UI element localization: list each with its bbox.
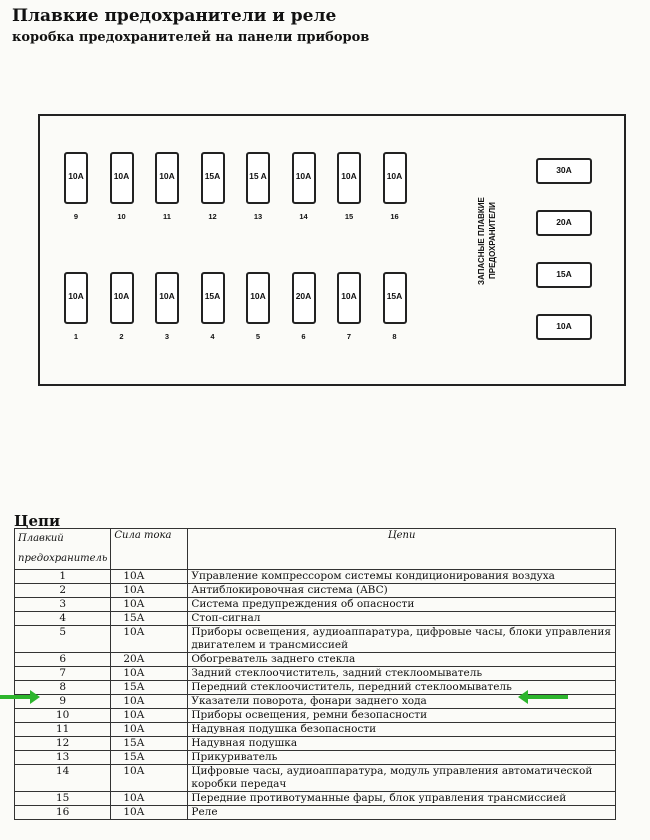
fuse-7 <box>337 272 361 324</box>
cell-fuse-number: 12 <box>15 737 111 751</box>
spare-fuse <box>536 314 592 340</box>
fuse-amp-label: 10A <box>113 171 130 181</box>
fuse-amp-label: 10A <box>113 291 130 301</box>
fuse-number-label: 9 <box>73 212 79 221</box>
fuse-16 <box>383 152 407 204</box>
fuse-2 <box>110 272 134 324</box>
cell-current: 10A <box>111 723 188 737</box>
fuse-amp-label: 10A <box>159 291 175 301</box>
fuse-3 <box>155 272 179 324</box>
cell-fuse-number: 2 <box>15 584 111 598</box>
circuits-table <box>14 528 616 820</box>
fuse-amp-label: 10A <box>68 291 84 301</box>
table-header-row <box>15 529 616 570</box>
cell-circuit: Антиблокировочная система (ABC) <box>188 584 616 598</box>
cell-circuit: Надувная подушка <box>188 737 616 751</box>
table-row <box>15 765 616 792</box>
fuse-10 <box>110 152 134 204</box>
spare-fuse <box>536 158 592 184</box>
table-row <box>15 723 616 737</box>
spare-fuse-amp: 30A <box>556 165 572 175</box>
fuse-number-label: 10 <box>117 212 126 221</box>
cell-current: 10A <box>111 667 188 681</box>
fuse-4 <box>201 272 225 324</box>
table-row <box>15 612 616 626</box>
table-row <box>15 598 616 612</box>
cell-current: 10A <box>111 598 188 612</box>
fuse-amp-label: 10A <box>341 291 357 301</box>
fuse-number-label: 11 <box>163 212 171 221</box>
fuse-amp-label: 10A <box>68 171 84 181</box>
fuse-amp-label: 10A <box>386 171 403 181</box>
table-row <box>15 792 616 806</box>
cell-current: 10A <box>111 765 188 792</box>
fuse-number-label: 7 <box>346 332 352 341</box>
fuse-box-diagram <box>38 114 626 386</box>
cell-current: 10A <box>111 584 188 598</box>
table-row <box>15 570 616 584</box>
header-fuse-line2: предохранитель <box>18 553 108 564</box>
cell-circuit: Приборы освещения, ремни безопасности <box>188 709 616 723</box>
cell-circuit: Передний стеклоочиститель, передний стеклоомыватель <box>188 681 616 695</box>
cell-current: 15A <box>111 612 188 626</box>
cell-current: 20A <box>111 653 188 667</box>
fuse-number-label: 14 <box>299 212 308 221</box>
highlight-arrow-right <box>528 695 568 699</box>
cell-fuse-number: 15 <box>15 792 111 806</box>
cell-circuit: Приборы освещения, аудиоаппаратура, цифровые часы, блоки управления двигателем и трансмиссией <box>188 626 616 653</box>
cell-circuit: Указатели поворота, фонари заднего хода <box>188 695 616 709</box>
cell-circuit: Стоп-сигнал <box>188 612 616 626</box>
table-row <box>15 806 616 820</box>
fuse-1 <box>64 272 88 324</box>
cell-current: 10A <box>111 626 188 653</box>
fuse-11 <box>155 152 179 204</box>
fuse-number-label: 4 <box>210 332 215 341</box>
header-current: Сила тока <box>111 529 188 570</box>
header-fuse <box>15 529 111 570</box>
cell-circuit: Прикуриватель <box>188 751 616 765</box>
cell-current: 15A <box>111 737 188 751</box>
circuits-title: Цепи <box>14 512 61 530</box>
fuse-amp-label: 10A <box>250 291 266 301</box>
spare-fuse <box>536 210 592 236</box>
fuse-5 <box>246 272 270 324</box>
cell-current: 10A <box>111 570 188 584</box>
fuse-number-label: 8 <box>392 332 397 341</box>
table-row <box>15 653 616 667</box>
fuse-12 <box>201 152 225 204</box>
fuse-number-label: 2 <box>119 332 124 341</box>
cell-fuse-number: 16 <box>15 806 111 820</box>
cell-fuse-number: 5 <box>15 626 111 653</box>
fuse-6 <box>292 272 316 324</box>
cell-circuit: Обогреватель заднего стекла <box>188 653 616 667</box>
cell-current: 10A <box>111 792 188 806</box>
fuse-amp-label: 10A <box>295 171 312 181</box>
cell-fuse-number: 8 <box>15 681 111 695</box>
cell-current: 10A <box>111 695 188 709</box>
fuse-8 <box>383 272 407 324</box>
cell-fuse-number: 13 <box>15 751 111 765</box>
page-title: Плавкие предохранители и реле <box>12 6 337 26</box>
highlight-arrow-left <box>0 695 30 699</box>
fuse-13 <box>246 152 270 204</box>
cell-fuse-number: 1 <box>15 570 111 584</box>
table-row <box>15 751 616 765</box>
fuse-amp-label: 15 A <box>249 171 267 181</box>
cell-circuit: Надувная подушка безопасности <box>188 723 616 737</box>
fuse-number-label: 5 <box>255 332 261 341</box>
cell-current: 10A <box>111 806 188 820</box>
fuse-number-label: 6 <box>301 332 306 341</box>
fuse-number-label: 12 <box>208 212 217 221</box>
cell-fuse-number: 6 <box>15 653 111 667</box>
header-fuse-line1: Плавкий <box>18 533 64 544</box>
spare-fuse <box>536 262 592 288</box>
fuse-amp-label: 10A <box>159 171 175 181</box>
cell-circuit: Задний стеклоочиститель, задний стеклоомыватель <box>188 667 616 681</box>
fuse-amp-label: 10A <box>341 171 357 181</box>
cell-fuse-number: 3 <box>15 598 111 612</box>
circuits-table-wrap <box>14 528 616 820</box>
fuse-number-label: 3 <box>164 332 170 341</box>
fuse-number-label: 13 <box>253 212 263 221</box>
fuse-number-label: 1 <box>73 332 79 341</box>
table-row <box>15 584 616 598</box>
cell-fuse-number: 11 <box>15 723 111 737</box>
header-circuits: Цепи <box>188 529 616 570</box>
spare-fuse-amp: 10A <box>556 321 572 331</box>
cell-circuit: Цифровые часы, аудиоаппаратура, модуль управления автоматической коробки передач <box>188 765 616 792</box>
fuse-number-label: 16 <box>390 212 399 221</box>
table-row <box>15 737 616 751</box>
cell-fuse-number: 9 <box>15 695 111 709</box>
table-row <box>15 667 616 681</box>
cell-circuit: Передние противотуманные фары, блок управления трансмиссией <box>188 792 616 806</box>
fuse-15 <box>337 152 361 204</box>
cell-current: 10A <box>111 709 188 723</box>
page-subtitle: коробка предохранителей на панели приборов <box>12 30 370 45</box>
cell-fuse-number: 4 <box>15 612 111 626</box>
spare-fuses-label: ЗАПАСНЫЕ ПЛАВКИЕ ПРЕДОХРАНИТЕЛИ <box>477 197 497 285</box>
fuse-amp-label: 15A <box>386 291 403 301</box>
cell-fuse-number: 10 <box>15 709 111 723</box>
cell-circuit: Реле <box>188 806 616 820</box>
cell-fuse-number: 14 <box>15 765 111 792</box>
fuse-amp-label: 15A <box>204 171 221 181</box>
fuse-amp-label: 20A <box>295 291 312 301</box>
fuse-number-label: 15 <box>344 212 354 221</box>
fuse-amp-label: 15A <box>204 291 221 301</box>
spare-fuse-amp: 20A <box>556 217 572 227</box>
fuse-14 <box>292 152 316 204</box>
table-row <box>15 709 616 723</box>
cell-current: 15A <box>111 681 188 695</box>
table-row <box>15 626 616 653</box>
spare-fuse-amp: 15A <box>556 269 572 279</box>
cell-circuit: Управление компрессором системы кондиционирования воздуха <box>188 570 616 584</box>
cell-circuit: Система предупреждения об опасности <box>188 598 616 612</box>
cell-fuse-number: 7 <box>15 667 111 681</box>
cell-current: 15A <box>111 751 188 765</box>
fuse-9 <box>64 152 88 204</box>
